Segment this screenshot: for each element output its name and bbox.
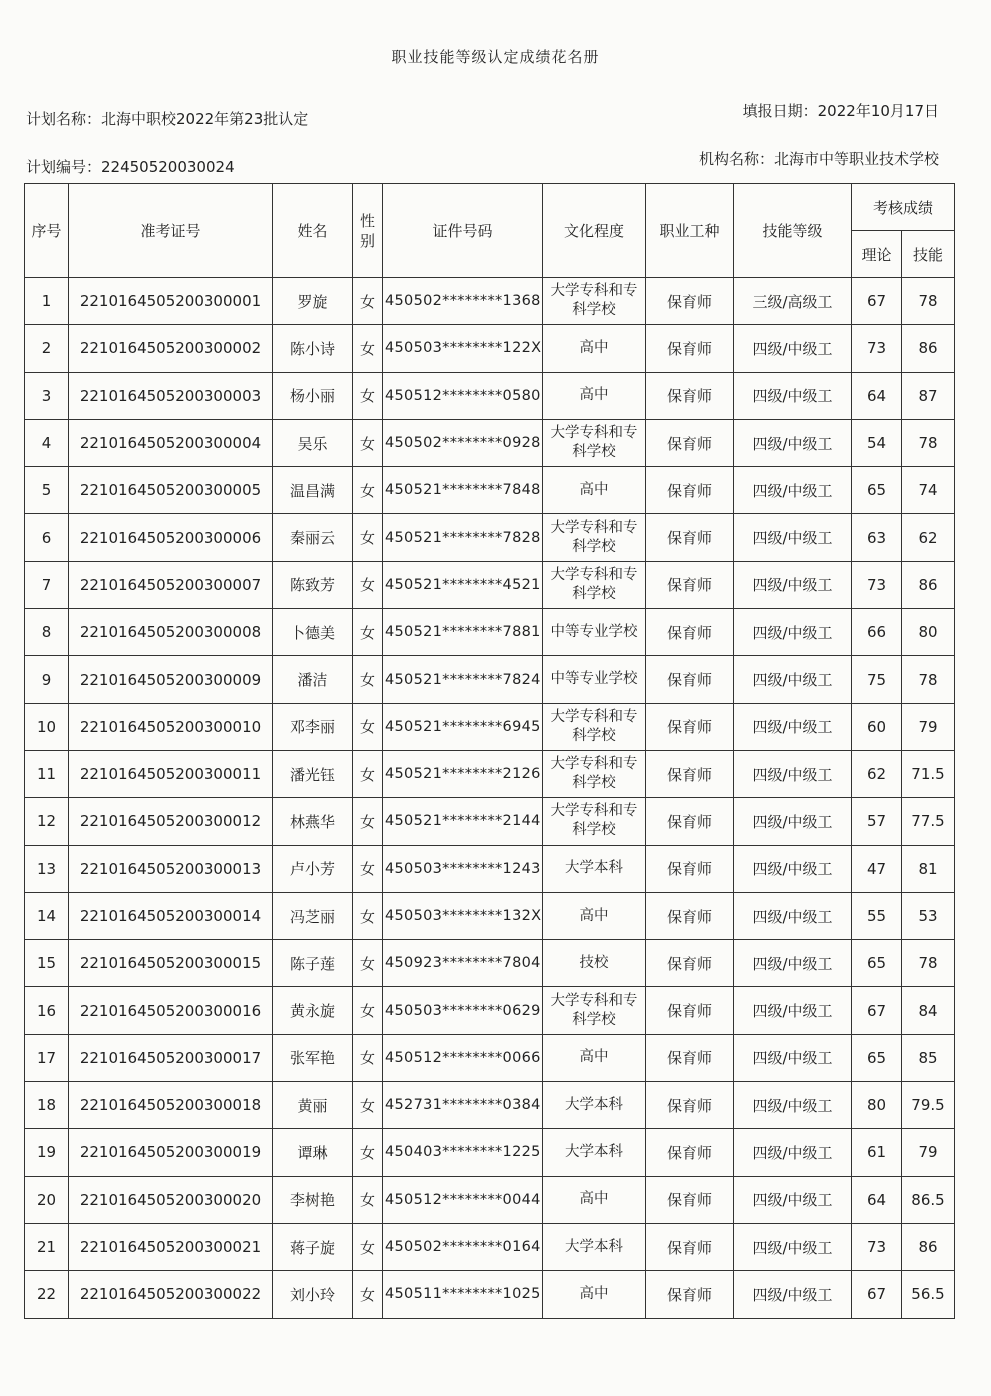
table-row	[25, 940, 955, 987]
cell-skill-score: 77.5	[902, 798, 955, 845]
cell-theory-score: 62	[852, 750, 902, 797]
cell-skill-level: 四级/中级工	[734, 1271, 852, 1318]
cell-id-no: 450503********1243	[383, 845, 543, 892]
cell-theory-score: 67	[852, 278, 902, 325]
cell-gender: 女	[353, 798, 383, 845]
document-title: 职业技能等级认定成绩花名册	[391, 48, 600, 66]
cell-id-no: 450503********0629	[383, 987, 543, 1034]
cell-reg-no: 2210164505200300019	[69, 1129, 273, 1176]
cell-education: 高中	[543, 1176, 646, 1223]
cell-skill-score: 86.5	[902, 1176, 955, 1223]
cell-skill-score: 86	[902, 325, 955, 372]
table-row	[25, 845, 955, 892]
cell-seq: 8	[25, 609, 69, 656]
cell-theory-score: 63	[852, 514, 902, 561]
cell-reg-no: 2210164505200300022	[69, 1271, 273, 1318]
cell-name: 蒋子旋	[273, 1223, 353, 1270]
cell-gender: 女	[353, 372, 383, 419]
table-row	[25, 325, 955, 372]
cell-seq: 1	[25, 278, 69, 325]
cell-education: 大学专科和专科学校	[543, 798, 646, 845]
cell-skill-score: 81	[902, 845, 955, 892]
cell-theory-score: 73	[852, 325, 902, 372]
cell-seq: 11	[25, 750, 69, 797]
cell-name: 温昌满	[273, 467, 353, 514]
cell-reg-no: 2210164505200300014	[69, 892, 273, 939]
table-row	[25, 467, 955, 514]
cell-education: 高中	[543, 372, 646, 419]
cell-id-no: 450502********0164	[383, 1223, 543, 1270]
cell-gender: 女	[353, 1176, 383, 1223]
cell-name: 刘小玲	[273, 1271, 353, 1318]
cell-id-no: 450502********0928	[383, 419, 543, 466]
cell-name: 陈致芳	[273, 561, 353, 608]
cell-theory-score: 65	[852, 467, 902, 514]
cell-skill-score: 71.5	[902, 750, 955, 797]
table-row	[25, 1034, 955, 1081]
cell-gender: 女	[353, 1082, 383, 1129]
cell-reg-no: 2210164505200300005	[69, 467, 273, 514]
cell-name: 潘光钰	[273, 750, 353, 797]
cell-seq: 12	[25, 798, 69, 845]
cell-education: 中等专业学校	[543, 609, 646, 656]
cell-name: 罗旋	[273, 278, 353, 325]
cell-reg-no: 2210164505200300006	[69, 514, 273, 561]
cell-id-no: 450521********7848	[383, 467, 543, 514]
cell-education: 高中	[543, 1034, 646, 1081]
cell-theory-score: 65	[852, 1034, 902, 1081]
cell-occupation: 保育师	[646, 1082, 734, 1129]
cell-education: 大学专科和专科学校	[543, 514, 646, 561]
cell-skill-level: 四级/中级工	[734, 892, 852, 939]
table-row	[25, 372, 955, 419]
cell-gender: 女	[353, 419, 383, 466]
cell-id-no: 452731********0384	[383, 1082, 543, 1129]
cell-education: 高中	[543, 892, 646, 939]
cell-education: 高中	[543, 467, 646, 514]
header-name: 姓名	[273, 184, 353, 278]
cell-gender: 女	[353, 1271, 383, 1318]
cell-id-no: 450503********122X	[383, 325, 543, 372]
cell-occupation: 保育师	[646, 798, 734, 845]
cell-seq: 2	[25, 325, 69, 372]
cell-gender: 女	[353, 987, 383, 1034]
table-row	[25, 987, 955, 1034]
cell-seq: 18	[25, 1082, 69, 1129]
cell-skill-level: 四级/中级工	[734, 845, 852, 892]
cell-education: 大学本科	[543, 1223, 646, 1270]
cell-skill-level: 四级/中级工	[734, 467, 852, 514]
cell-name: 陈小诗	[273, 325, 353, 372]
cell-skill-score: 79	[902, 1129, 955, 1176]
cell-theory-score: 73	[852, 1223, 902, 1270]
cell-id-no: 450521********7828	[383, 514, 543, 561]
table-row	[25, 609, 955, 656]
cell-skill-level: 四级/中级工	[734, 656, 852, 703]
cell-skill-score: 56.5	[902, 1271, 955, 1318]
cell-skill-level: 四级/中级工	[734, 372, 852, 419]
cell-education: 大学专科和专科学校	[543, 419, 646, 466]
cell-id-no: 450521********7824	[383, 656, 543, 703]
cell-occupation: 保育师	[646, 987, 734, 1034]
table-row	[25, 1082, 955, 1129]
header-id-no: 证件号码	[383, 184, 543, 278]
cell-occupation: 保育师	[646, 1223, 734, 1270]
cell-reg-no: 2210164505200300012	[69, 798, 273, 845]
cell-name: 秦丽云	[273, 514, 353, 561]
cell-reg-no: 2210164505200300015	[69, 940, 273, 987]
cell-name: 张军艳	[273, 1034, 353, 1081]
cell-reg-no: 2210164505200300011	[69, 750, 273, 797]
cell-id-no: 450511********1025	[383, 1271, 543, 1318]
cell-education: 大学专科和专科学校	[543, 750, 646, 797]
cell-reg-no: 2210164505200300013	[69, 845, 273, 892]
cell-occupation: 保育师	[646, 372, 734, 419]
table-row	[25, 750, 955, 797]
cell-skill-level: 四级/中级工	[734, 703, 852, 750]
cell-seq: 21	[25, 1223, 69, 1270]
cell-reg-no: 2210164505200300008	[69, 609, 273, 656]
cell-reg-no: 2210164505200300001	[69, 278, 273, 325]
cell-reg-no: 2210164505200300007	[69, 561, 273, 608]
plan-number: 计划编号：22450520030024	[26, 158, 235, 176]
cell-reg-no: 2210164505200300021	[69, 1223, 273, 1270]
cell-skill-level: 四级/中级工	[734, 561, 852, 608]
cell-skill-score: 79	[902, 703, 955, 750]
cell-gender: 女	[353, 892, 383, 939]
cell-gender: 女	[353, 703, 383, 750]
cell-seq: 17	[25, 1034, 69, 1081]
cell-name: 吴乐	[273, 419, 353, 466]
table-row	[25, 561, 955, 608]
cell-gender: 女	[353, 1034, 383, 1081]
cell-education: 大学本科	[543, 845, 646, 892]
cell-skill-score: 80	[902, 609, 955, 656]
cell-seq: 13	[25, 845, 69, 892]
cell-occupation: 保育师	[646, 1176, 734, 1223]
cell-theory-score: 67	[852, 1271, 902, 1318]
cell-skill-score: 85	[902, 1034, 955, 1081]
cell-skill-score: 62	[902, 514, 955, 561]
cell-occupation: 保育师	[646, 750, 734, 797]
cell-occupation: 保育师	[646, 892, 734, 939]
cell-id-no: 450521********4521	[383, 561, 543, 608]
cell-id-no: 450502********1368	[383, 278, 543, 325]
cell-gender: 女	[353, 656, 383, 703]
cell-education: 高中	[543, 1271, 646, 1318]
cell-occupation: 保育师	[646, 656, 734, 703]
cell-id-no: 450521********2126	[383, 750, 543, 797]
cell-gender: 女	[353, 750, 383, 797]
table-row	[25, 278, 955, 325]
cell-theory-score: 60	[852, 703, 902, 750]
cell-skill-level: 四级/中级工	[734, 325, 852, 372]
cell-gender: 女	[353, 1129, 383, 1176]
cell-gender: 女	[353, 514, 383, 561]
cell-reg-no: 2210164505200300016	[69, 987, 273, 1034]
table-row	[25, 1271, 955, 1318]
table-row	[25, 514, 955, 561]
cell-skill-score: 78	[902, 278, 955, 325]
cell-name: 邓李丽	[273, 703, 353, 750]
header-skill-level: 技能等级	[734, 184, 852, 278]
cell-gender: 女	[353, 609, 383, 656]
table-row	[25, 892, 955, 939]
cell-name: 卜德美	[273, 609, 353, 656]
cell-id-no: 450521********2144	[383, 798, 543, 845]
cell-skill-level: 四级/中级工	[734, 419, 852, 466]
cell-occupation: 保育师	[646, 940, 734, 987]
cell-seq: 4	[25, 419, 69, 466]
table-row	[25, 703, 955, 750]
cell-skill-level: 四级/中级工	[734, 1082, 852, 1129]
cell-name: 黄丽	[273, 1082, 353, 1129]
cell-theory-score: 73	[852, 561, 902, 608]
cell-skill-level: 四级/中级工	[734, 940, 852, 987]
header-seq: 序号	[25, 184, 69, 278]
cell-theory-score: 65	[852, 940, 902, 987]
cell-gender: 女	[353, 561, 383, 608]
cell-name: 林燕华	[273, 798, 353, 845]
cell-name: 谭琳	[273, 1129, 353, 1176]
cell-education: 大学专科和专科学校	[543, 987, 646, 1034]
cell-skill-level: 四级/中级工	[734, 609, 852, 656]
cell-id-no: 450512********0044	[383, 1176, 543, 1223]
cell-seq: 15	[25, 940, 69, 987]
cell-reg-no: 2210164505200300009	[69, 656, 273, 703]
cell-theory-score: 55	[852, 892, 902, 939]
cell-reg-no: 2210164505200300003	[69, 372, 273, 419]
cell-education: 高中	[543, 325, 646, 372]
cell-occupation: 保育师	[646, 1129, 734, 1176]
cell-occupation: 保育师	[646, 703, 734, 750]
cell-id-no: 450512********0580	[383, 372, 543, 419]
cell-education: 大学本科	[543, 1082, 646, 1129]
cell-skill-score: 87	[902, 372, 955, 419]
cell-theory-score: 66	[852, 609, 902, 656]
cell-theory-score: 80	[852, 1082, 902, 1129]
cell-seq: 14	[25, 892, 69, 939]
cell-skill-level: 四级/中级工	[734, 514, 852, 561]
cell-seq: 10	[25, 703, 69, 750]
cell-id-no: 450923********7804	[383, 940, 543, 987]
cell-theory-score: 57	[852, 798, 902, 845]
cell-theory-score: 47	[852, 845, 902, 892]
header-gender: 性别	[353, 184, 383, 278]
cell-skill-score: 86	[902, 561, 955, 608]
cell-name: 陈子莲	[273, 940, 353, 987]
cell-name: 潘洁	[273, 656, 353, 703]
cell-skill-score: 78	[902, 656, 955, 703]
cell-name: 杨小丽	[273, 372, 353, 419]
cell-name: 黄永旋	[273, 987, 353, 1034]
cell-reg-no: 2210164505200300018	[69, 1082, 273, 1129]
cell-skill-level: 四级/中级工	[734, 1129, 852, 1176]
roster-body	[25, 278, 955, 1319]
cell-seq: 3	[25, 372, 69, 419]
cell-seq: 9	[25, 656, 69, 703]
cell-theory-score: 67	[852, 987, 902, 1034]
cell-theory-score: 54	[852, 419, 902, 466]
cell-gender: 女	[353, 940, 383, 987]
table-row	[25, 1223, 955, 1270]
cell-name: 冯芝丽	[273, 892, 353, 939]
cell-education: 大学专科和专科学校	[543, 278, 646, 325]
cell-reg-no: 2210164505200300002	[69, 325, 273, 372]
cell-name: 卢小芳	[273, 845, 353, 892]
cell-education: 大学专科和专科学校	[543, 703, 646, 750]
cell-id-no: 450521********6945	[383, 703, 543, 750]
cell-seq: 22	[25, 1271, 69, 1318]
cell-skill-level: 四级/中级工	[734, 798, 852, 845]
cell-education: 大学专科和专科学校	[543, 561, 646, 608]
cell-skill-score: 53	[902, 892, 955, 939]
cell-skill-score: 74	[902, 467, 955, 514]
fill-date: 填报日期：2022年10月17日	[742, 102, 939, 120]
cell-skill-level: 三级/高级工	[734, 278, 852, 325]
cell-reg-no: 2210164505200300017	[69, 1034, 273, 1081]
score-roster-table	[24, 183, 955, 1319]
cell-skill-level: 四级/中级工	[734, 750, 852, 797]
cell-seq: 16	[25, 987, 69, 1034]
cell-gender: 女	[353, 278, 383, 325]
cell-skill-level: 四级/中级工	[734, 1223, 852, 1270]
table-row	[25, 656, 955, 703]
cell-id-no: 450521********7881	[383, 609, 543, 656]
cell-gender: 女	[353, 845, 383, 892]
cell-seq: 20	[25, 1176, 69, 1223]
cell-occupation: 保育师	[646, 1271, 734, 1318]
table-row	[25, 1129, 955, 1176]
cell-reg-no: 2210164505200300010	[69, 703, 273, 750]
cell-seq: 5	[25, 467, 69, 514]
cell-gender: 女	[353, 1223, 383, 1270]
cell-theory-score: 64	[852, 1176, 902, 1223]
cell-skill-level: 四级/中级工	[734, 1034, 852, 1081]
cell-reg-no: 2210164505200300020	[69, 1176, 273, 1223]
cell-skill-score: 84	[902, 987, 955, 1034]
header-theory: 理论	[852, 231, 902, 278]
cell-occupation: 保育师	[646, 278, 734, 325]
cell-occupation: 保育师	[646, 419, 734, 466]
cell-theory-score: 61	[852, 1129, 902, 1176]
cell-seq: 7	[25, 561, 69, 608]
cell-occupation: 保育师	[646, 325, 734, 372]
header-scores: 考核成绩	[852, 184, 955, 231]
cell-skill-level: 四级/中级工	[734, 1176, 852, 1223]
cell-theory-score: 75	[852, 656, 902, 703]
table-row	[25, 798, 955, 845]
header-reg-no: 准考证号	[69, 184, 273, 278]
header-skill: 技能	[902, 231, 955, 278]
cell-gender: 女	[353, 467, 383, 514]
table-row	[25, 1176, 955, 1223]
cell-id-no: 450503********132X	[383, 892, 543, 939]
organization-name: 机构名称：北海市中等职业技术学校	[698, 150, 939, 168]
plan-name: 计划名称：北海中职校2022年第23批认定	[26, 110, 309, 128]
cell-skill-level: 四级/中级工	[734, 987, 852, 1034]
cell-education: 大学本科	[543, 1129, 646, 1176]
cell-reg-no: 2210164505200300004	[69, 419, 273, 466]
cell-skill-score: 86	[902, 1223, 955, 1270]
cell-seq: 19	[25, 1129, 69, 1176]
cell-occupation: 保育师	[646, 845, 734, 892]
header-education: 文化程度	[543, 184, 646, 278]
cell-occupation: 保育师	[646, 561, 734, 608]
cell-education: 技校	[543, 940, 646, 987]
table-row	[25, 419, 955, 466]
cell-gender: 女	[353, 325, 383, 372]
cell-occupation: 保育师	[646, 609, 734, 656]
cell-occupation: 保育师	[646, 467, 734, 514]
header-occupation: 职业工种	[646, 184, 734, 278]
cell-skill-score: 78	[902, 419, 955, 466]
cell-skill-score: 79.5	[902, 1082, 955, 1129]
cell-name: 李树艳	[273, 1176, 353, 1223]
cell-id-no: 450403********1225	[383, 1129, 543, 1176]
cell-education: 中等专业学校	[543, 656, 646, 703]
cell-seq: 6	[25, 514, 69, 561]
cell-id-no: 450512********0066	[383, 1034, 543, 1081]
cell-occupation: 保育师	[646, 514, 734, 561]
cell-theory-score: 64	[852, 372, 902, 419]
cell-occupation: 保育师	[646, 1034, 734, 1081]
cell-skill-score: 78	[902, 940, 955, 987]
